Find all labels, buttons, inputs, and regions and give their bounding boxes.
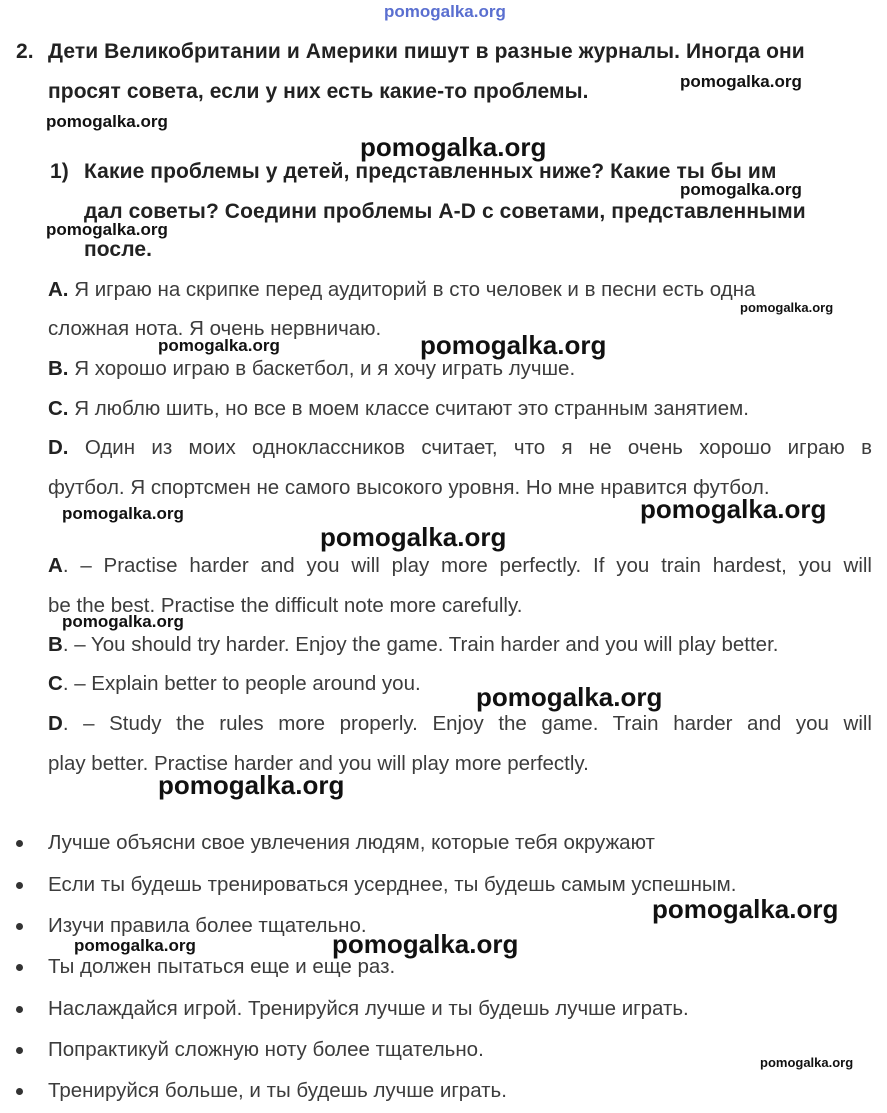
task-text-line2: просят совета, если у них есть какие-то проблемы. [48,80,589,103]
advice-item: Наслаждайся игрой. Тренируйся лучше и ты будешь лучше играть. [48,997,689,1020]
advice-item: Если ты будешь тренироваться усерднее, ты будешь самым успешным. [48,873,737,896]
problem-text: Я люблю шить, но все в моем классе считают это странным занятием. [68,397,749,420]
problem-c [48,397,749,421]
answer-d [48,712,872,736]
watermark: pomogalka.org [62,612,184,631]
problem-text: Я хорошо играю в баскетбол, и я хочу играть лучше. [68,357,576,380]
subtask-number: 1) [50,160,69,183]
watermark: pomogalka.org [360,132,547,162]
answer-text: . – Study the rules more properly. Enjoy the game. Train harder and you will [62,712,872,735]
bullet-icon [16,1047,23,1054]
watermark: pomogalka.org [158,336,280,355]
answer-letter: A [48,554,63,577]
subtask-line2: дал советы? Соедини проблемы A-D с советами, представленными [84,200,806,223]
problem-text: Один из моих одноклассников считает, что я не очень хорошо играю в [68,436,872,459]
answer-b [48,633,778,657]
advice-item: Изучи правила более тщательно. [48,914,367,937]
answer-a [48,554,872,578]
answer-d-line2: play better. Practise harder and you will play more perfectly. [48,752,589,775]
problem-a-line2: сложная нота. Я очень нервничаю. [48,317,382,340]
problem-text: Я играю на скрипке перед аудиторий в сто человек и в песни есть одна [68,278,756,301]
watermark: pomogalka.org [476,682,663,712]
problem-letter: A. [48,278,69,301]
answer-letter: D [48,712,63,735]
watermark: pomogalka.org [420,330,607,360]
answer-text: . – Practise harder and you will play more perfectly. If you train hardest, you will [62,554,872,577]
watermark: pomogalka.org [652,894,839,924]
bullet-icon [16,964,23,971]
watermark-top: pomogalka.org [384,2,506,21]
advice-item: Тренируйся больше, и ты будешь лучше играть. [48,1079,507,1102]
bullet-icon [16,1006,23,1013]
answer-text: . – You should try harder. Enjoy the game. Train harder and you will play better. [62,633,779,656]
problem-d-line2: футбол. Я спортсмен не самого высокого уровня. Но мне нравится футбол. [48,476,770,499]
bullet-icon [16,840,23,847]
watermark: pomogalka.org [640,494,827,524]
advice-item: Лучше объясни свое увлечения людям, которые тебя окружают [48,831,655,854]
watermark: pomogalka.org [680,72,802,91]
watermark: pomogalka.org [46,112,168,131]
answer-text: . – Explain better to people around you. [62,672,421,695]
answer-letter: C [48,672,63,695]
task-number: 2. [16,40,34,63]
problem-d [48,436,872,460]
watermark: pomogalka.org [46,220,168,239]
problem-letter: B. [48,357,69,380]
watermark: pomogalka.org [760,1055,854,1070]
problem-letter: C. [48,397,69,420]
problem-a [48,278,842,302]
advice-item: Ты должен пытаться еще и еще раз. [48,955,396,978]
answer-a-line2: be the best. Practise the difficult note more carefully. [48,594,523,617]
bullet-icon [16,1088,23,1095]
subtask-line1: Какие проблемы у детей, представленных ниже? Какие ты бы им [84,160,777,183]
subtask-line3: после. [84,238,153,261]
problem-letter: D. [48,436,69,459]
answer-c [48,672,421,696]
watermark: pomogalka.org [320,522,507,552]
watermark: pomogalka.org [740,300,834,315]
advice-item: Попрактикуй сложную ноту более тщательно. [48,1038,484,1061]
watermark: pomogalka.org [332,929,519,959]
watermark: pomogalka.org [158,770,345,800]
bullet-icon [16,882,23,889]
problem-b [48,357,575,381]
task-text-line1: Дети Великобритании и Америки пишут в разные журналы. Иногда они [48,40,805,63]
watermark: pomogalka.org [62,504,184,523]
answer-letter: B [48,633,63,656]
bullet-icon [16,923,23,930]
watermark: pomogalka.org [680,180,802,199]
watermark: pomogalka.org [74,936,196,955]
